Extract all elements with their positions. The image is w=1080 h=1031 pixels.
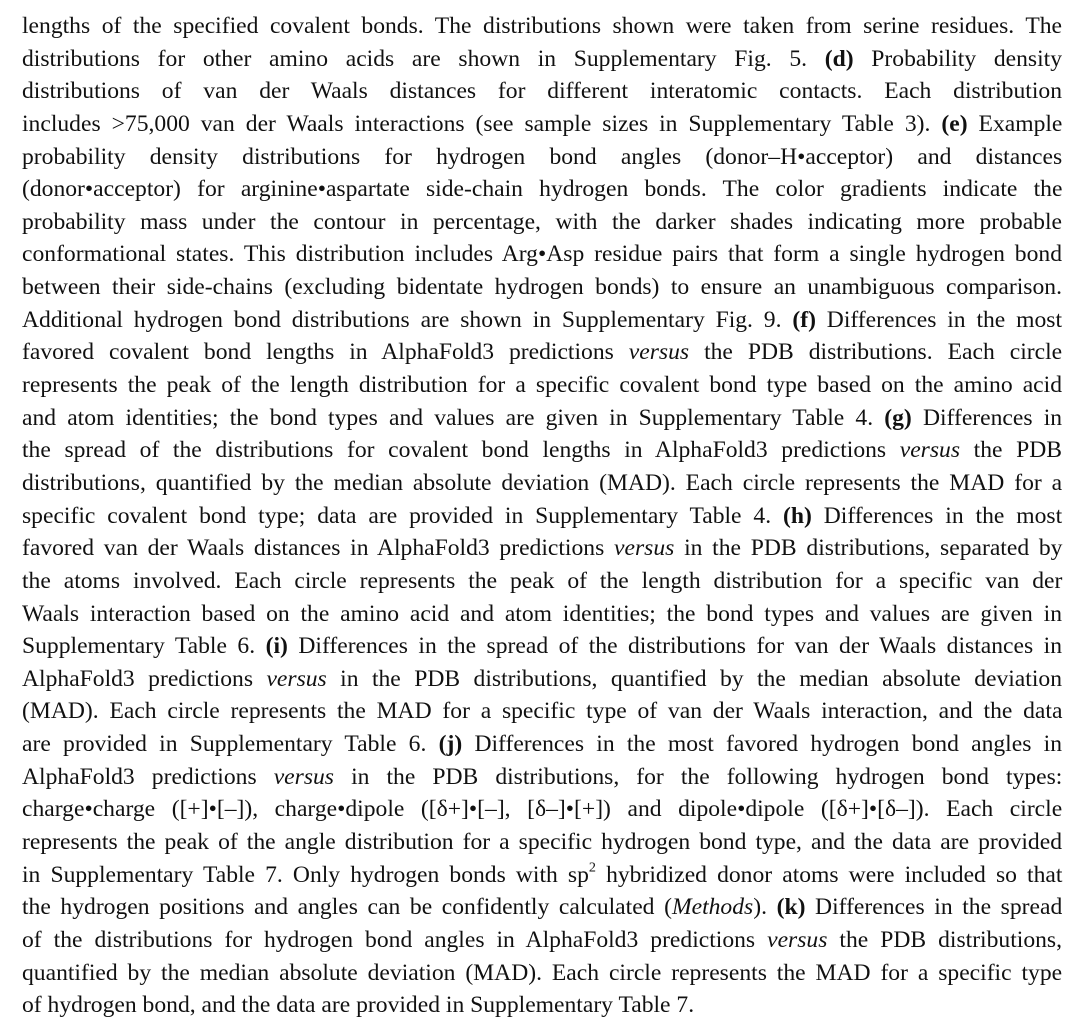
caption-line [22, 761, 1062, 794]
caption-line [22, 598, 1062, 631]
caption-line [22, 108, 1062, 141]
figure-caption [22, 10, 1062, 1022]
caption-text: includes >75,000 van der Waals interactions (see sample sizes in Supplementary Table 3). [22, 110, 942, 137]
caption-text: in the PDB distributions, separated by [674, 535, 1063, 562]
caption-text: Differences in the most favored hydrogen bond angles in [462, 731, 1062, 758]
caption-text: distributions for other amino acids are shown in Supplementary Fig. 5. [22, 45, 825, 72]
caption-text: the atoms involved. Each circle represents the peak of the length distribution for a specific van der [22, 567, 1063, 594]
panel-label: (e) [941, 110, 968, 137]
caption-text: the PDB [960, 437, 1063, 464]
caption-text: Differences in the spread [805, 894, 1063, 921]
caption-text: of the distributions for hydrogen bond angles in AlphaFold3 predictions [22, 926, 768, 953]
caption-text: Differences in the most [811, 502, 1063, 529]
caption-text: the PDB distributions. Each circle [689, 339, 1063, 366]
superscript: 2 [588, 859, 596, 876]
caption-line [22, 43, 1062, 76]
caption-line [22, 369, 1062, 402]
caption-text: charge•charge ([+]•[–]), charge•dipole ([δ+]•[–], [δ–]•[+]) and dipole•dipole ([δ+]•[δ–]). Each circle [22, 796, 1063, 823]
caption-line [22, 695, 1062, 728]
caption-text: in the PDB distributions, for the following hydrogen bond types: [334, 763, 1063, 790]
caption-text: Differences in [911, 404, 1063, 431]
caption-text: distributions, quantified by the median absolute deviation (MAD). Each circle represents the MAD for a [22, 469, 1063, 496]
caption-line [22, 10, 1062, 43]
caption-text: in Supplementary Table 7. Only hydrogen bonds with sp [22, 861, 589, 888]
caption-line [22, 75, 1062, 108]
panel-label: (f) [792, 306, 816, 333]
panel-label: (j) [438, 731, 463, 758]
panel-label: (h) [783, 502, 812, 529]
italic-text: versus [273, 763, 334, 790]
caption-text: Example [967, 110, 1063, 137]
panel-label: (g) [884, 404, 912, 431]
caption-text: lengths of the specified covalent bonds. The distributions shown were taken from serine residues. The [22, 13, 1062, 39]
caption-text: probability mass under the contour in percentage, with the darker shades indicating more probable [22, 208, 1062, 235]
caption-line [22, 891, 1062, 924]
caption-text: ). [753, 894, 777, 921]
caption-text: Differences in the spread of the distributions for van der Waals distances in [287, 633, 1062, 660]
caption-line [22, 826, 1062, 859]
caption-text: Waals interaction based on the amino acid and atom identities; the bond types and values are given in [22, 600, 1062, 627]
caption-text: Probability density [853, 45, 1062, 72]
caption-text: (MAD). Each circle represents the MAD for a specific type of van der Waals interaction, and the data [22, 698, 1063, 725]
caption-line [22, 728, 1062, 761]
caption-text: and atom identities; the bond types and values are given in Supplementary Table 4. [22, 404, 885, 431]
caption-line [22, 663, 1062, 696]
caption-line [22, 859, 1062, 892]
caption-line [22, 434, 1062, 467]
caption-text: represents the peak of the angle distribution for a specific hydrogen bond type, and the data are provided [22, 829, 1062, 856]
caption-line [22, 989, 1062, 1022]
caption-line [22, 173, 1062, 206]
caption-line [22, 500, 1062, 533]
caption-line [22, 532, 1062, 565]
caption-text: Additional hydrogen bond distributions are shown in Supplementary Fig. 9. [22, 306, 793, 333]
caption-text: represents the peak of the length distribution for a specific covalent bond type based on the amino acid [22, 372, 1063, 399]
caption-text: the PDB distributions, [827, 926, 1062, 953]
caption-text: hybridized donor atoms were included so that [595, 861, 1063, 888]
caption-line [22, 630, 1062, 663]
caption-text: distributions of van der Waals distances for different interatomic contacts. Each distribution [22, 78, 1062, 105]
caption-line [22, 924, 1062, 957]
italic-text: versus [899, 437, 961, 464]
caption-text: AlphaFold3 predictions [22, 763, 274, 790]
caption-line [22, 206, 1062, 239]
italic-text: versus [628, 339, 690, 366]
caption-text: (donor•acceptor) for arginine•aspartate side-chain hydrogen bonds. The color gradients indicate the [22, 176, 1063, 203]
caption-text: specific covalent bond type; data are provided in Supplementary Table 4. [22, 502, 784, 529]
panel-label: (i) [265, 633, 288, 660]
italic-text: versus [266, 665, 327, 692]
caption-text: Differences in the most [815, 306, 1062, 333]
caption-line [22, 793, 1062, 826]
caption-line [22, 141, 1062, 174]
caption-text: conformational states. This distribution includes Arg•Asp residue pairs that form a single hydrogen bond [22, 241, 1062, 268]
caption-line [22, 402, 1062, 435]
italic-text: Methods [671, 894, 754, 921]
caption-text: favored covalent bond lengths in AlphaFold3 predictions [22, 339, 629, 366]
caption-text: are provided in Supplementary Table 6. [22, 731, 439, 758]
caption-line [22, 957, 1062, 990]
caption-line [22, 304, 1062, 337]
caption-text: of hydrogen bond, and the data are provided in Supplementary Table 7. [22, 992, 695, 1019]
caption-text: the spread of the distributions for covalent bond lengths in AlphaFold3 predictions [22, 437, 900, 464]
caption-text: quantified by the median absolute deviation (MAD). Each circle represents the MAD for a specific type [22, 959, 1063, 986]
caption-text: in the PDB distributions, quantified by the median absolute deviation [326, 665, 1062, 692]
caption-text: between their side-chains (excluding bidentate hydrogen bonds) to ensure an unambiguous comparison. [22, 274, 1062, 301]
caption-line [22, 467, 1062, 500]
caption-line [22, 336, 1062, 369]
panel-label: (d) [824, 45, 854, 72]
italic-text: versus [614, 535, 675, 562]
caption-text: AlphaFold3 predictions [22, 665, 267, 692]
caption-line [22, 271, 1062, 304]
panel-label: (k) [776, 894, 806, 921]
caption-text: the hydrogen positions and angles can be confidently calculated ( [22, 894, 672, 921]
caption-text: probability density distributions for hydrogen bond angles (donor–H•acceptor) and distances [22, 143, 1063, 170]
caption-text: Supplementary Table 6. [22, 633, 266, 660]
caption-text: favored van der Waals distances in AlphaFold3 predictions [22, 535, 615, 562]
italic-text: versus [767, 926, 828, 953]
caption-line [22, 238, 1062, 271]
caption-line [22, 565, 1062, 598]
